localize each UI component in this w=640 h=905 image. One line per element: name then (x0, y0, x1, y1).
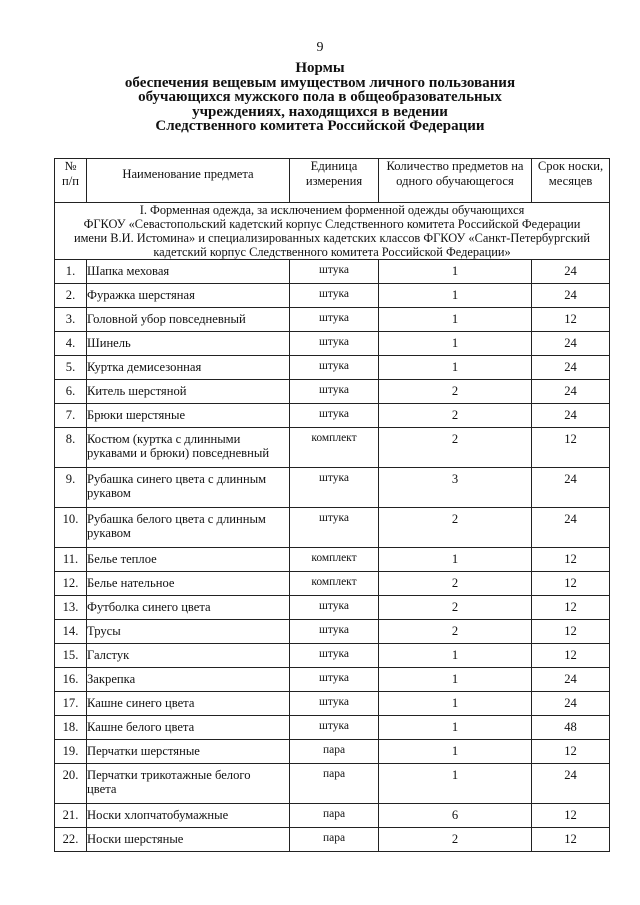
wear-term: 12 (532, 572, 610, 596)
row-number: 6. (55, 380, 87, 404)
quantity: 2 (379, 428, 532, 468)
wear-term: 24 (532, 260, 610, 284)
quantity: 1 (379, 548, 532, 572)
item-name: Перчатки шерстяные (87, 740, 290, 764)
row-number: 22. (55, 828, 87, 852)
document-title (0, 61, 640, 134)
row-number: 19. (55, 740, 87, 764)
table-row (55, 428, 610, 468)
wear-term: 12 (532, 548, 610, 572)
header-name: Наименование предмета (87, 159, 290, 203)
row-number: 17. (55, 692, 87, 716)
unit-of-measure: штука (290, 596, 379, 620)
row-number: 20. (55, 764, 87, 804)
row-number: 7. (55, 404, 87, 428)
unit-of-measure: комплект (290, 572, 379, 596)
wear-term: 12 (532, 308, 610, 332)
table-row (55, 548, 610, 572)
unit-of-measure: штука (290, 668, 379, 692)
unit-of-measure: штука (290, 692, 379, 716)
quantity: 1 (379, 716, 532, 740)
quantity: 1 (379, 668, 532, 692)
title-line: Следственного комитета Российской Федерации (155, 118, 485, 134)
row-number: 9. (55, 468, 87, 508)
table-row (55, 356, 610, 380)
header-num: № п/п (55, 159, 87, 203)
item-name: Кашне синего цвета (87, 692, 290, 716)
table-row (55, 764, 610, 804)
item-name: Шинель (87, 332, 290, 356)
row-number: 14. (55, 620, 87, 644)
table-row (55, 284, 610, 308)
item-name: Белье нательное (87, 572, 290, 596)
wear-term: 24 (532, 468, 610, 508)
section-row (55, 203, 610, 260)
table-row (55, 404, 610, 428)
wear-term: 24 (532, 284, 610, 308)
wear-term: 12 (532, 596, 610, 620)
table-row (55, 260, 610, 284)
quantity: 2 (379, 620, 532, 644)
wear-term: 24 (532, 692, 610, 716)
table-row (55, 804, 610, 828)
wear-term: 12 (532, 428, 610, 468)
title-line: Нормы (295, 60, 345, 76)
table-row (55, 620, 610, 644)
header-term: Срок носки, месяцев (532, 159, 610, 203)
item-name: Костюм (куртка с длинными рукавами и брюки) повседневный (87, 428, 290, 468)
quantity: 1 (379, 332, 532, 356)
row-number: 15. (55, 644, 87, 668)
wear-term: 48 (532, 716, 610, 740)
wear-term: 12 (532, 804, 610, 828)
unit-of-measure: штука (290, 404, 379, 428)
norms-table (54, 158, 610, 852)
table-row (55, 644, 610, 668)
table-row (55, 332, 610, 356)
item-name: Брюки шерстяные (87, 404, 290, 428)
unit-of-measure: штука (290, 716, 379, 740)
header-unit: Единица измерения (290, 159, 379, 203)
item-name: Головной убор повседневный (87, 308, 290, 332)
unit-of-measure: комплект (290, 548, 379, 572)
unit-of-measure: штука (290, 356, 379, 380)
table-row (55, 468, 610, 508)
quantity: 2 (379, 508, 532, 548)
table-row (55, 828, 610, 852)
unit-of-measure: штука (290, 508, 379, 548)
section-heading: I. Форменная одежда, за исключением форменной одежды обучающихся ФГКОУ «Севастопольский кадетский корпус Следственного комитета Российской Федерации имени В.И. Истомина» и специализированных кадетских классов ФГКОУ «Санкт-Петербургский кадетский корпус Следственного комитета Российской Федерации» (55, 203, 610, 260)
header-qty: Количество предметов на одного обучающегося (379, 159, 532, 203)
wear-term: 12 (532, 620, 610, 644)
quantity: 2 (379, 596, 532, 620)
unit-of-measure: комплект (290, 428, 379, 468)
table-row (55, 380, 610, 404)
item-name: Китель шерстяной (87, 380, 290, 404)
item-name: Рубашка белого цвета с длинным рукавом (87, 508, 290, 548)
item-name: Носки хлопчатобумажные (87, 804, 290, 828)
quantity: 1 (379, 740, 532, 764)
wear-term: 24 (532, 356, 610, 380)
row-number: 12. (55, 572, 87, 596)
row-number: 11. (55, 548, 87, 572)
table-row (55, 716, 610, 740)
title-line: учреждениях, находящихся в ведении (192, 103, 448, 120)
row-number: 1. (55, 260, 87, 284)
item-name: Трусы (87, 620, 290, 644)
item-name: Футболка синего цвета (87, 596, 290, 620)
row-number: 2. (55, 284, 87, 308)
quantity: 1 (379, 356, 532, 380)
page-number: 9 (316, 40, 324, 55)
wear-term: 24 (532, 380, 610, 404)
wear-term: 24 (532, 508, 610, 548)
table-row (55, 308, 610, 332)
unit-of-measure: штука (290, 308, 379, 332)
unit-of-measure: пара (290, 764, 379, 804)
item-name: Фуражка шерстяная (87, 284, 290, 308)
table-row (55, 596, 610, 620)
row-number: 3. (55, 308, 87, 332)
wear-term: 12 (532, 740, 610, 764)
item-name: Перчатки трикотажные белого цвета (87, 764, 290, 804)
unit-of-measure: пара (290, 804, 379, 828)
wear-term: 24 (532, 764, 610, 804)
title-line: обучающихся мужского пола в общеобразовательных (138, 89, 502, 105)
item-name: Белье теплое (87, 548, 290, 572)
quantity: 1 (379, 308, 532, 332)
item-name: Шапка меховая (87, 260, 290, 284)
row-number: 21. (55, 804, 87, 828)
quantity: 2 (379, 572, 532, 596)
quantity: 1 (379, 692, 532, 716)
unit-of-measure: штука (290, 332, 379, 356)
table-row (55, 508, 610, 548)
item-name: Куртка демисезонная (87, 356, 290, 380)
unit-of-measure: штука (290, 380, 379, 404)
quantity: 2 (379, 380, 532, 404)
item-name: Галстук (87, 644, 290, 668)
wear-term: 12 (532, 828, 610, 852)
wear-term: 12 (532, 644, 610, 668)
quantity: 1 (379, 764, 532, 804)
item-name: Кашне белого цвета (87, 716, 290, 740)
unit-of-measure: штука (290, 644, 379, 668)
item-name: Закрепка (87, 668, 290, 692)
quantity: 1 (379, 260, 532, 284)
table-row (55, 692, 610, 716)
unit-of-measure: штука (290, 620, 379, 644)
row-number: 4. (55, 332, 87, 356)
row-number: 8. (55, 428, 87, 468)
unit-of-measure: штука (290, 468, 379, 508)
row-number: 16. (55, 668, 87, 692)
quantity: 2 (379, 828, 532, 852)
quantity: 1 (379, 644, 532, 668)
quantity: 6 (379, 804, 532, 828)
row-number: 5. (55, 356, 87, 380)
wear-term: 24 (532, 668, 610, 692)
title-line: обеспечения вещевым имуществом личного пользования (124, 74, 516, 91)
row-number: 18. (55, 716, 87, 740)
unit-of-measure: пара (290, 740, 379, 764)
row-number: 10. (55, 508, 87, 548)
wear-term: 24 (532, 332, 610, 356)
item-name: Рубашка синего цвета с длинным рукавом (87, 468, 290, 508)
item-name: Носки шерстяные (87, 828, 290, 852)
table-row (55, 668, 610, 692)
row-number: 13. (55, 596, 87, 620)
table-row (55, 740, 610, 764)
table-row (55, 572, 610, 596)
quantity: 2 (379, 404, 532, 428)
quantity: 1 (379, 284, 532, 308)
table-header-row (55, 159, 610, 203)
quantity: 3 (379, 468, 532, 508)
unit-of-measure: штука (290, 260, 379, 284)
unit-of-measure: пара (290, 828, 379, 852)
wear-term: 24 (532, 404, 610, 428)
unit-of-measure: штука (290, 284, 379, 308)
